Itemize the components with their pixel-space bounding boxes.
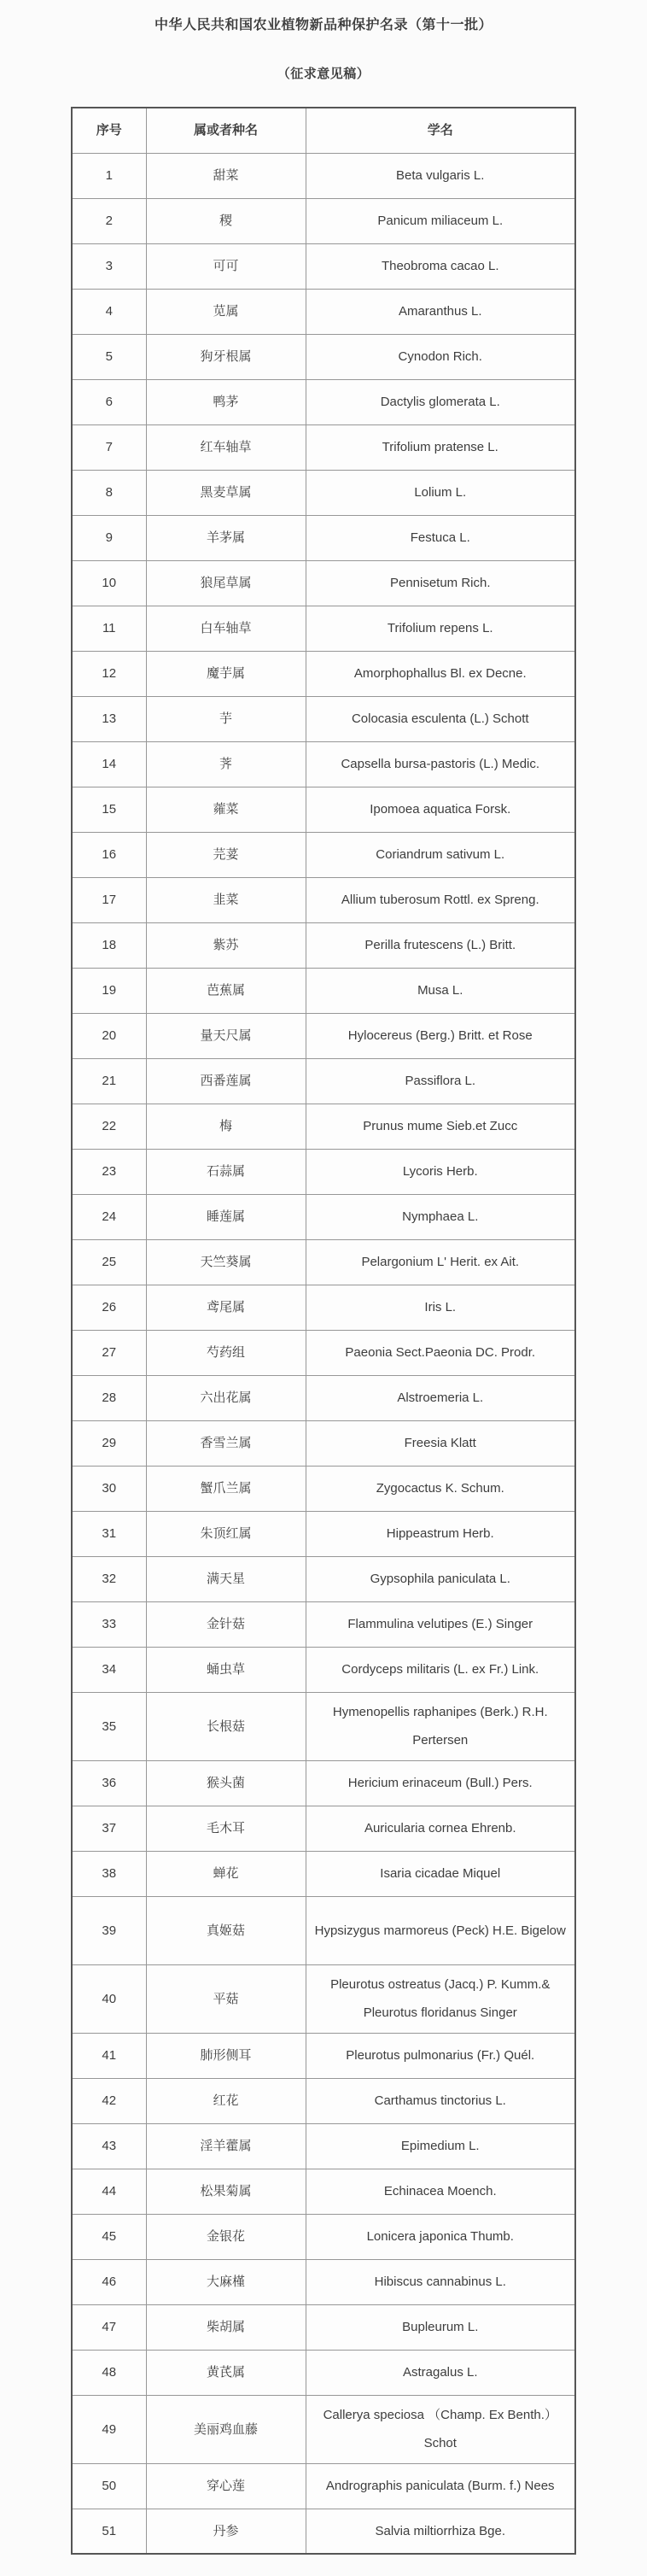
- genus-name-cell: 美丽鸡血藤: [146, 2395, 306, 2463]
- genus-name-cell: 大麻槿: [146, 2259, 306, 2304]
- catalog-table: [71, 107, 576, 2555]
- table-row: [72, 1058, 575, 1104]
- scientific-name-cell: Cordyceps militaris (L. ex Fr.) Link.: [306, 1647, 575, 1692]
- scientific-name-cell: Beta vulgaris L.: [306, 153, 575, 198]
- serial-number-cell: 5: [72, 334, 146, 379]
- serial-number-cell: 45: [72, 2214, 146, 2259]
- table-row: [72, 1964, 575, 2033]
- serial-number-cell: 38: [72, 1851, 146, 1896]
- table-row: [72, 2169, 575, 2214]
- serial-number-cell: 3: [72, 243, 146, 289]
- genus-name-cell: 毛木耳: [146, 1806, 306, 1851]
- genus-name-cell: 狼尾草属: [146, 560, 306, 606]
- genus-name-cell: 梅: [146, 1104, 306, 1149]
- serial-number-cell: 33: [72, 1601, 146, 1647]
- genus-name-cell: 蝉花: [146, 1851, 306, 1896]
- table-row: [72, 696, 575, 741]
- table-row: [72, 1104, 575, 1149]
- table-row: [72, 515, 575, 560]
- genus-name-cell: 魔芋属: [146, 651, 306, 696]
- page-subtitle: （征求意见稿）: [277, 67, 370, 81]
- serial-number-cell: 28: [72, 1375, 146, 1420]
- genus-name-cell: 真姬菇: [146, 1896, 306, 1964]
- genus-name-cell: 蟹爪兰属: [146, 1466, 306, 1511]
- table-row: [72, 1330, 575, 1375]
- genus-name-cell: 可可: [146, 243, 306, 289]
- scientific-name-cell: Nymphaea L.: [306, 1194, 575, 1239]
- genus-name-cell: 紫苏: [146, 922, 306, 968]
- genus-name-cell: 白车轴草: [146, 606, 306, 651]
- table-row: [72, 2078, 575, 2123]
- genus-name-cell: 稷: [146, 198, 306, 243]
- scientific-name-cell: Pleurotus ostreatus (Jacq.) P. Kumm.& Pleurotus floridanus Singer: [306, 1964, 575, 2033]
- serial-number-cell: 40: [72, 1964, 146, 2033]
- header-genus-or-species-name: 属或者种名: [146, 108, 306, 153]
- serial-number-cell: 27: [72, 1330, 146, 1375]
- scientific-name-cell: Andrographis paniculata (Burm. f.) Nees: [306, 2463, 575, 2509]
- genus-name-cell: 蛹虫草: [146, 1647, 306, 1692]
- scientific-name-cell: Panicum miliaceum L.: [306, 198, 575, 243]
- table-row: [72, 289, 575, 334]
- serial-number-cell: 44: [72, 2169, 146, 2214]
- table-row: [72, 1149, 575, 1194]
- serial-number-cell: 51: [72, 2509, 146, 2554]
- scientific-name-cell: Coriandrum sativum L.: [306, 832, 575, 877]
- genus-name-cell: 香雪兰属: [146, 1420, 306, 1466]
- serial-number-cell: 29: [72, 1420, 146, 1466]
- table-row: [72, 1806, 575, 1851]
- scientific-name-cell: Astragalus L.: [306, 2350, 575, 2395]
- genus-name-cell: 苋属: [146, 289, 306, 334]
- genus-name-cell: 甜菜: [146, 153, 306, 198]
- genus-name-cell: 芫荽: [146, 832, 306, 877]
- genus-name-cell: 猴头菌: [146, 1760, 306, 1806]
- table-row: [72, 334, 575, 379]
- scientific-name-cell: Bupleurum L.: [306, 2304, 575, 2350]
- serial-number-cell: 37: [72, 1806, 146, 1851]
- scientific-name-cell: Hypsizygus marmoreus (Peck) H.E. Bigelow: [306, 1896, 575, 1964]
- serial-number-cell: 34: [72, 1647, 146, 1692]
- serial-number-cell: 11: [72, 606, 146, 651]
- serial-number-cell: 20: [72, 1013, 146, 1058]
- genus-name-cell: 蕹菜: [146, 787, 306, 832]
- table-row: [72, 153, 575, 198]
- table-row: [72, 968, 575, 1013]
- genus-name-cell: 平菇: [146, 1964, 306, 2033]
- genus-name-cell: 穿心莲: [146, 2463, 306, 2509]
- genus-name-cell: 红花: [146, 2078, 306, 2123]
- scientific-name-cell: Paeonia Sect.Paeonia DC. Prodr.: [306, 1330, 575, 1375]
- table-row: [72, 2395, 575, 2463]
- serial-number-cell: 1: [72, 153, 146, 198]
- serial-number-cell: 21: [72, 1058, 146, 1104]
- serial-number-cell: 46: [72, 2259, 146, 2304]
- genus-name-cell: 狗牙根属: [146, 334, 306, 379]
- catalog-table-body: [72, 153, 575, 2554]
- serial-number-cell: 7: [72, 424, 146, 470]
- scientific-name-cell: Hericium erinaceum (Bull.) Pers.: [306, 1760, 575, 1806]
- scientific-name-cell: Lonicera japonica Thumb.: [306, 2214, 575, 2259]
- table-row: [72, 2033, 575, 2078]
- scientific-name-cell: Pelargonium L' Herit. ex Ait.: [306, 1239, 575, 1285]
- genus-name-cell: 芋: [146, 696, 306, 741]
- header-scientific-name: 学名: [306, 108, 575, 153]
- serial-number-cell: 8: [72, 470, 146, 515]
- serial-number-cell: 41: [72, 2033, 146, 2078]
- table-row: [72, 741, 575, 787]
- genus-name-cell: 满天星: [146, 1556, 306, 1601]
- genus-name-cell: 天竺葵属: [146, 1239, 306, 1285]
- scientific-name-cell: Passiflora L.: [306, 1058, 575, 1104]
- scientific-name-cell: Alstroemeria L.: [306, 1375, 575, 1420]
- scientific-name-cell: Pennisetum Rich.: [306, 560, 575, 606]
- genus-name-cell: 黑麦草属: [146, 470, 306, 515]
- table-row: [72, 198, 575, 243]
- table-row: [72, 2214, 575, 2259]
- scientific-name-cell: Colocasia esculenta (L.) Schott: [306, 696, 575, 741]
- scientific-name-cell: Trifolium pratense L.: [306, 424, 575, 470]
- table-row: [72, 787, 575, 832]
- table-header-row: [72, 108, 575, 153]
- table-row: [72, 1760, 575, 1806]
- scientific-name-cell: Lolium L.: [306, 470, 575, 515]
- table-row: [72, 2509, 575, 2554]
- scientific-name-cell: Zygocactus K. Schum.: [306, 1466, 575, 1511]
- serial-number-cell: 35: [72, 1692, 146, 1760]
- scientific-name-cell: Flammulina velutipes (E.) Singer: [306, 1601, 575, 1647]
- serial-number-cell: 23: [72, 1149, 146, 1194]
- serial-number-cell: 26: [72, 1285, 146, 1330]
- table-row: [72, 1013, 575, 1058]
- genus-name-cell: 柴胡属: [146, 2304, 306, 2350]
- serial-number-cell: 48: [72, 2350, 146, 2395]
- serial-number-cell: 14: [72, 741, 146, 787]
- serial-number-cell: 50: [72, 2463, 146, 2509]
- serial-number-cell: 12: [72, 651, 146, 696]
- serial-number-cell: 49: [72, 2395, 146, 2463]
- table-row: [72, 922, 575, 968]
- table-row: [72, 2259, 575, 2304]
- genus-name-cell: 朱顶红属: [146, 1511, 306, 1556]
- scientific-name-cell: Auricularia cornea Ehrenb.: [306, 1806, 575, 1851]
- serial-number-cell: 15: [72, 787, 146, 832]
- genus-name-cell: 芍药组: [146, 1330, 306, 1375]
- table-row: [72, 1647, 575, 1692]
- scientific-name-cell: Musa L.: [306, 968, 575, 1013]
- table-row: [72, 1194, 575, 1239]
- genus-name-cell: 量天尺属: [146, 1013, 306, 1058]
- scientific-name-cell: Theobroma cacao L.: [306, 243, 575, 289]
- scientific-name-cell: Iris L.: [306, 1285, 575, 1330]
- genus-name-cell: 睡莲属: [146, 1194, 306, 1239]
- scientific-name-cell: Perilla frutescens (L.) Britt.: [306, 922, 575, 968]
- genus-name-cell: 红车轴草: [146, 424, 306, 470]
- serial-number-cell: 19: [72, 968, 146, 1013]
- serial-number-cell: 10: [72, 560, 146, 606]
- scientific-name-cell: Allium tuberosum Rottl. ex Spreng.: [306, 877, 575, 922]
- genus-name-cell: 金银花: [146, 2214, 306, 2259]
- table-row: [72, 2350, 575, 2395]
- genus-name-cell: 丹参: [146, 2509, 306, 2554]
- genus-name-cell: 荠: [146, 741, 306, 787]
- scientific-name-cell: Lycoris Herb.: [306, 1149, 575, 1194]
- page-title: 中华人民共和国农业植物新品种保护名录（第十一批）: [154, 18, 493, 32]
- serial-number-cell: 18: [72, 922, 146, 968]
- scientific-name-cell: Epimedium L.: [306, 2123, 575, 2169]
- table-row: [72, 832, 575, 877]
- serial-number-cell: 47: [72, 2304, 146, 2350]
- scientific-name-cell: Hymenopellis raphanipes (Berk.) R.H. Pertersen: [306, 1692, 575, 1760]
- serial-number-cell: 32: [72, 1556, 146, 1601]
- serial-number-cell: 39: [72, 1896, 146, 1964]
- genus-name-cell: 淫羊藿属: [146, 2123, 306, 2169]
- table-row: [72, 1285, 575, 1330]
- table-row: [72, 470, 575, 515]
- serial-number-cell: 17: [72, 877, 146, 922]
- table-row: [72, 243, 575, 289]
- table-row: [72, 1896, 575, 1964]
- genus-name-cell: 肺形侧耳: [146, 2033, 306, 2078]
- serial-number-cell: 2: [72, 198, 146, 243]
- scientific-name-cell: Capsella bursa-pastoris (L.) Medic.: [306, 741, 575, 787]
- genus-name-cell: 黄芪属: [146, 2350, 306, 2395]
- genus-name-cell: 松果菊属: [146, 2169, 306, 2214]
- scientific-name-cell: Gypsophila paniculata L.: [306, 1556, 575, 1601]
- table-row: [72, 606, 575, 651]
- scientific-name-cell: Ipomoea aquatica Forsk.: [306, 787, 575, 832]
- serial-number-cell: 36: [72, 1760, 146, 1806]
- table-row: [72, 1851, 575, 1896]
- scientific-name-cell: Dactylis glomerata L.: [306, 379, 575, 424]
- scientific-name-cell: Isaria cicadae Miquel: [306, 1851, 575, 1896]
- table-row: [72, 1420, 575, 1466]
- scientific-name-cell: Amorphophallus Bl. ex Decne.: [306, 651, 575, 696]
- genus-name-cell: 金针菇: [146, 1601, 306, 1647]
- genus-name-cell: 石蒜属: [146, 1149, 306, 1194]
- scientific-name-cell: Prunus mume Sieb.et Zucc: [306, 1104, 575, 1149]
- table-row: [72, 379, 575, 424]
- table-row: [72, 1556, 575, 1601]
- scientific-name-cell: Hibiscus cannabinus L.: [306, 2259, 575, 2304]
- scientific-name-cell: Echinacea Moench.: [306, 2169, 575, 2214]
- scientific-name-cell: Amaranthus L.: [306, 289, 575, 334]
- scientific-name-cell: Callerya speciosa （Champ. Ex Benth.）Schot: [306, 2395, 575, 2463]
- scientific-name-cell: Hylocereus (Berg.) Britt. et Rose: [306, 1013, 575, 1058]
- table-row: [72, 1239, 575, 1285]
- serial-number-cell: 24: [72, 1194, 146, 1239]
- genus-name-cell: 鸭茅: [146, 379, 306, 424]
- scientific-name-cell: Pleurotus pulmonarius (Fr.) Quél.: [306, 2033, 575, 2078]
- table-row: [72, 877, 575, 922]
- genus-name-cell: 羊茅属: [146, 515, 306, 560]
- genus-name-cell: 芭蕉属: [146, 968, 306, 1013]
- table-row: [72, 1601, 575, 1647]
- serial-number-cell: 16: [72, 832, 146, 877]
- scientific-name-cell: Trifolium repens L.: [306, 606, 575, 651]
- scientific-name-cell: Festuca L.: [306, 515, 575, 560]
- serial-number-cell: 13: [72, 696, 146, 741]
- table-row: [72, 1511, 575, 1556]
- genus-name-cell: 鸢尾属: [146, 1285, 306, 1330]
- table-row: [72, 1375, 575, 1420]
- table-row: [72, 2123, 575, 2169]
- serial-number-cell: 22: [72, 1104, 146, 1149]
- scientific-name-cell: Freesia Klatt: [306, 1420, 575, 1466]
- serial-number-cell: 6: [72, 379, 146, 424]
- serial-number-cell: 9: [72, 515, 146, 560]
- scientific-name-cell: Hippeastrum Herb.: [306, 1511, 575, 1556]
- table-row: [72, 651, 575, 696]
- table-row: [72, 1466, 575, 1511]
- scientific-name-cell: Cynodon Rich.: [306, 334, 575, 379]
- table-row: [72, 424, 575, 470]
- table-row: [72, 560, 575, 606]
- genus-name-cell: 长根菇: [146, 1692, 306, 1760]
- serial-number-cell: 43: [72, 2123, 146, 2169]
- serial-number-cell: 30: [72, 1466, 146, 1511]
- table-row: [72, 1692, 575, 1760]
- scientific-name-cell: Carthamus tinctorius L.: [306, 2078, 575, 2123]
- serial-number-cell: 4: [72, 289, 146, 334]
- serial-number-cell: 42: [72, 2078, 146, 2123]
- header-serial-number: 序号: [72, 108, 146, 153]
- serial-number-cell: 31: [72, 1511, 146, 1556]
- scientific-name-cell: Salvia miltiorrhiza Bge.: [306, 2509, 575, 2554]
- genus-name-cell: 韭菜: [146, 877, 306, 922]
- genus-name-cell: 六出花属: [146, 1375, 306, 1420]
- table-row: [72, 2304, 575, 2350]
- genus-name-cell: 西番莲属: [146, 1058, 306, 1104]
- serial-number-cell: 25: [72, 1239, 146, 1285]
- table-row: [72, 2463, 575, 2509]
